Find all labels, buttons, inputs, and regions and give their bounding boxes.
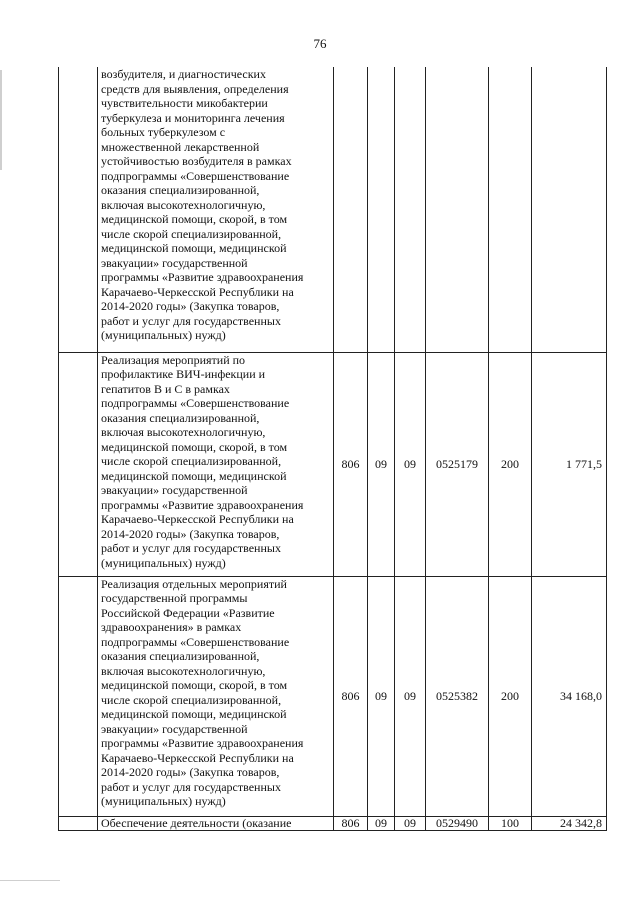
item-name-line: числе скорой специализированной, xyxy=(101,226,282,241)
item-name-line: оказания специализированной, xyxy=(101,410,260,425)
item-name-line: Реализация мероприятий по xyxy=(101,352,246,367)
item-name-line: эвакуации» государственной xyxy=(101,483,248,497)
table-body xyxy=(59,67,607,830)
ministry-code-cell: 806 xyxy=(334,816,368,830)
item-name-line: числе скорой специализированной, xyxy=(101,692,282,707)
target-article-cell xyxy=(426,67,489,352)
ministry-code-cell: 806 xyxy=(334,352,368,576)
target-article-cell: 0525179 xyxy=(426,352,489,576)
item-name-line: гепатитов В и С в рамках xyxy=(101,381,230,396)
item-name-line: Карачаево-Черкесской Республики на xyxy=(101,512,294,526)
table-row xyxy=(59,67,607,352)
row-number-cell xyxy=(59,816,98,830)
item-name-line: эвакуации» государственной xyxy=(101,255,248,270)
section-code-cell: 09 xyxy=(368,352,395,576)
item-name-line: Карачаево-Черкесской Республики на xyxy=(101,750,294,765)
item-name-line: возбудителя, и диагностических xyxy=(101,67,266,81)
item-name-line: включая высокотехнологичную, xyxy=(101,425,266,439)
item-name-line: оказания специализированной, xyxy=(101,183,260,197)
item-name-cell xyxy=(98,576,334,816)
section-code-cell xyxy=(368,67,395,352)
item-name-line: больных туберкулезом с xyxy=(101,125,226,139)
item-name-line: профилактике ВИЧ-инфекции и xyxy=(101,367,266,381)
item-name-line: медицинской помощи, скорой, в том xyxy=(101,678,288,692)
row-number-cell xyxy=(59,576,98,816)
expense-type-cell: 200 xyxy=(489,352,532,576)
item-name-line: Реализация отдельных мероприятий xyxy=(101,576,287,591)
item-name-line: включая высокотехнологичную, xyxy=(101,197,266,212)
scan-artifact-bottom xyxy=(0,880,60,881)
item-name-line: работ и услуг для государственных xyxy=(101,541,281,555)
scan-artifact-left xyxy=(0,70,2,170)
item-name-line: работ и услуг для государственных xyxy=(101,779,281,794)
expense-type-cell: 200 xyxy=(489,576,532,816)
ministry-code-cell xyxy=(334,67,368,352)
amount-cell: 34 168,0 xyxy=(532,576,607,816)
item-name-line: 2014-2020 годы» (Закупка товаров, xyxy=(101,299,280,313)
item-name-line: программы «Развитие здравоохранения xyxy=(101,736,304,750)
row-number-cell xyxy=(59,352,98,576)
item-name-line: эвакуации» государственной xyxy=(101,721,248,736)
item-name-line: Российской Федерации «Развитие xyxy=(101,605,275,620)
item-name-line: подпрограммы «Совершенствование xyxy=(101,396,290,410)
item-name-line: 2014-2020 годы» (Закупка товаров, xyxy=(101,526,280,541)
target-article-cell: 0529490 xyxy=(426,816,489,830)
table-row xyxy=(59,816,607,830)
item-name-line: чувствительности микобактерии xyxy=(101,96,268,110)
section-code-cell: 09 xyxy=(368,816,395,830)
item-name-line: (муниципальных) нужд) xyxy=(101,328,226,342)
subsection-code-cell: 09 xyxy=(395,352,426,576)
item-name-line: туберкулеза и мониторинга лечения xyxy=(101,110,285,125)
item-name-line: 2014-2020 годы» (Закупка товаров, xyxy=(101,765,280,779)
item-name-line: (муниципальных) нужд) xyxy=(101,794,226,808)
item-name-line: медицинской помощи, медицинской xyxy=(101,707,287,721)
item-name-line: подпрограммы «Совершенствование xyxy=(101,634,290,649)
item-name-line: оказания специализированной, xyxy=(101,649,260,663)
item-name-line: медицинской помощи, медицинской xyxy=(101,468,287,483)
item-name-line: Обеспечение деятельности (оказание xyxy=(101,816,292,830)
item-name-line: медицинской помощи, скорой, в том xyxy=(101,212,288,226)
item-name-line: числе скорой специализированной, xyxy=(101,454,282,468)
item-name-line: государственной программы xyxy=(101,591,248,605)
subsection-code-cell: 09 xyxy=(395,576,426,816)
item-name-line: медицинской помощи, медицинской xyxy=(101,241,287,255)
item-name-line: программы «Развитие здравоохранения xyxy=(101,270,304,284)
amount-cell xyxy=(532,67,607,352)
amount-cell: 1 771,5 xyxy=(532,352,607,576)
item-name-line: работ и услуг для государственных xyxy=(101,313,281,328)
item-name-cell xyxy=(98,352,334,576)
item-name-line: множественной лекарственной xyxy=(101,139,260,154)
ministry-code-cell: 806 xyxy=(334,576,368,816)
item-name-line: включая высокотехнологичную, xyxy=(101,663,266,678)
expense-type-cell xyxy=(489,67,532,352)
table-row xyxy=(59,576,607,816)
item-name-line: подпрограммы «Совершенствование xyxy=(101,168,290,183)
expense-type-cell: 100 xyxy=(489,816,532,830)
target-article-cell: 0525382 xyxy=(426,576,489,816)
page-number: 76 xyxy=(313,36,327,51)
item-name-line: Карачаево-Черкесской Республики на xyxy=(101,284,294,299)
item-name-line: (муниципальных) нужд) xyxy=(101,555,226,570)
item-name-cell xyxy=(98,67,334,352)
table-row xyxy=(59,352,607,576)
item-name-cell xyxy=(98,816,334,830)
subsection-code-cell xyxy=(395,67,426,352)
item-name-line: программы «Развитие здравоохранения xyxy=(101,497,304,512)
amount-cell: 24 342,8 xyxy=(532,816,607,830)
item-name-line: медицинской помощи, скорой, в том xyxy=(101,439,288,454)
item-name-line: средств для выявления, определения xyxy=(101,81,289,96)
row-number-cell xyxy=(59,67,98,352)
item-name-line: здравоохранения» в рамках xyxy=(101,620,242,634)
item-name-line: устойчивостью возбудителя в рамках xyxy=(101,154,292,168)
section-code-cell: 09 xyxy=(368,576,395,816)
subsection-code-cell: 09 xyxy=(395,816,426,830)
budget-table xyxy=(58,67,607,831)
